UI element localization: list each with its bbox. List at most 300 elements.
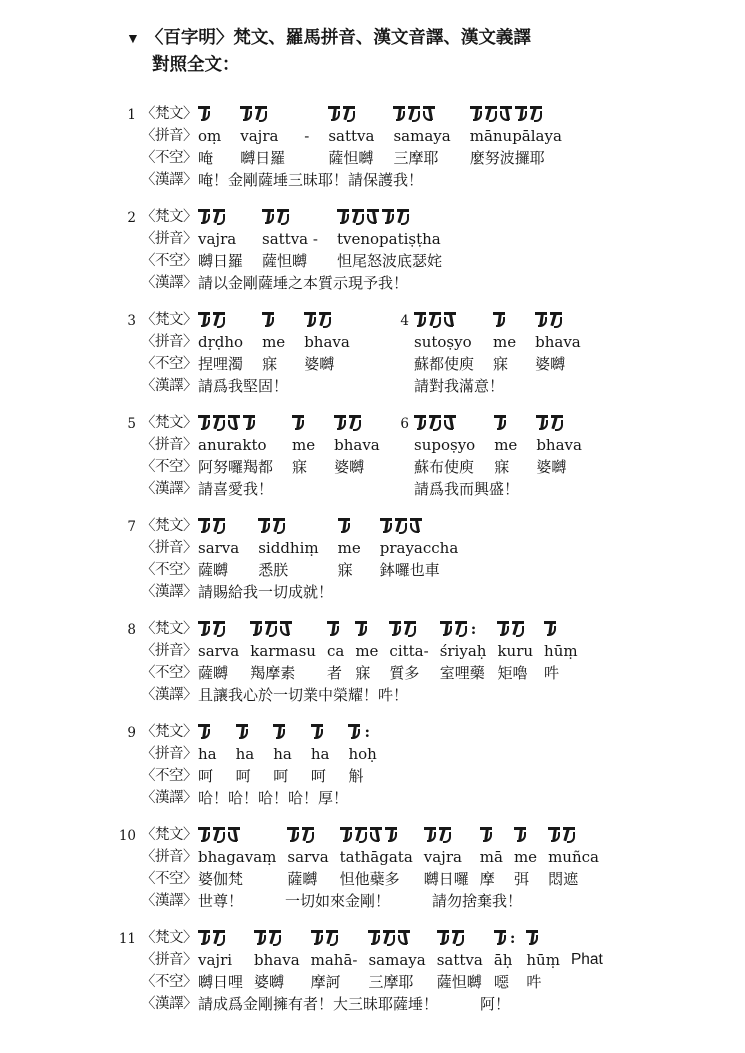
translation-segments: [198, 375, 288, 397]
siddham-glyph-icon: [389, 621, 401, 637]
word-column: [494, 927, 516, 993]
siddham-glyph-icon: [254, 930, 266, 946]
siddham-word: [328, 103, 374, 125]
siddham-word: [571, 927, 603, 949]
siddham-glyph-icon: [423, 106, 435, 122]
word-column: [337, 206, 442, 272]
siddham-glyph-icon: [198, 724, 210, 740]
siddham-glyph-icon: [437, 930, 449, 946]
word-column: [292, 412, 315, 478]
word-column: [338, 515, 361, 581]
pinyin-word: prayaccha: [379, 539, 459, 557]
row-label-sanskrit: 〈梵文〉: [141, 930, 197, 946]
glyph-hook: [314, 729, 323, 739]
translation-line: [414, 375, 581, 397]
siddham-glyph-icon: [380, 518, 392, 534]
pinyin-word: muñca: [548, 848, 599, 866]
word-column: [304, 309, 350, 375]
siddham-glyph-icon: [213, 621, 225, 637]
siddham-glyph-icon: [370, 827, 382, 843]
glyph-hook: [529, 935, 538, 945]
bukong-word: 三摩耶: [368, 973, 414, 991]
siddham-glyph-icon: [385, 827, 397, 843]
siddham-glyph-icon: [424, 827, 436, 843]
verse-number: 2: [127, 210, 136, 226]
pinyin-word: bhagavaṃ: [198, 848, 277, 866]
bukong-word: 蘇布使庾: [414, 458, 475, 476]
translation-line: [141, 993, 603, 1015]
row-label-bukong: 〈不空〉: [141, 665, 197, 681]
verse-lines: [414, 309, 581, 375]
bukong-word: 摩訶: [310, 973, 341, 991]
bukong-word: 寐: [262, 355, 278, 373]
glyph-hook: [356, 214, 364, 225]
translation-line: [141, 581, 458, 603]
pinyin-word: tvenopatiṣṭha: [336, 230, 441, 248]
translation-segments: [198, 478, 273, 500]
glyph-hook: [433, 317, 441, 328]
siddham-glyph-icon: [530, 106, 542, 122]
pinyin-word: sarva: [287, 848, 329, 866]
word-column: [348, 721, 376, 787]
siddham-word: [198, 412, 273, 434]
pinyin-word: anurakto: [198, 436, 267, 454]
translation-line: [414, 478, 582, 500]
siddham-glyph-icon: [280, 621, 292, 637]
row-label-hanyi: 〈漢譯〉: [141, 996, 197, 1012]
words-grid: [198, 927, 603, 993]
bukong-word: 婆伽梵: [198, 870, 244, 888]
siddham-glyph-icon: [493, 312, 505, 328]
glyph-hook: [383, 523, 392, 533]
word-column: [340, 824, 413, 890]
siddham-word: [393, 103, 450, 125]
word-column: [327, 618, 344, 684]
word-column: [544, 618, 578, 684]
siddham-word: [198, 618, 239, 640]
glyph-hook: [547, 626, 556, 636]
verse-lines: [141, 515, 458, 581]
verse-lines: [141, 309, 350, 375]
translation-segments: [198, 787, 348, 809]
pinyin-word: me: [292, 436, 316, 454]
row-labels: [141, 927, 198, 993]
glyph-hook: [351, 729, 360, 739]
siddham-glyph-icon: [258, 518, 270, 534]
pinyin-word: karmasu: [250, 642, 316, 660]
pinyin-word: āḥ: [493, 951, 513, 969]
word-column: [514, 824, 537, 890]
row-labels: [141, 206, 198, 272]
row-label-sanskrit: 〈梵文〉: [141, 312, 197, 328]
translation-segments: [198, 169, 423, 191]
row-labels: [141, 309, 198, 375]
glyph-hook: [433, 420, 441, 431]
translation-line: [141, 890, 599, 912]
siddham-word: [544, 618, 578, 640]
glyph-hook: [459, 626, 467, 637]
siddham-glyph-icon: [455, 621, 467, 637]
siddham-glyph-icon: [398, 930, 410, 946]
siddham-word: [327, 618, 344, 640]
row-label-hanyi: 〈漢譯〉: [141, 584, 197, 600]
translation-segment: 請喜愛我！: [198, 480, 274, 498]
verse-number: 9: [127, 725, 136, 741]
pinyin-word: samaya: [393, 127, 451, 145]
verse: [112, 515, 458, 603]
siddham-glyph-icon: [343, 106, 355, 122]
siddham-glyph-icon: [367, 209, 379, 225]
glyph-hook: [201, 935, 210, 945]
bukong-word: 寐: [494, 458, 510, 476]
glyph-hook: [217, 214, 225, 225]
siddham-word: [494, 927, 516, 949]
translation-segment: 請勿捨棄我！: [432, 892, 523, 910]
pinyin-word: samaya: [368, 951, 426, 969]
pinyin-word: sarva: [198, 642, 240, 660]
siddham-word: [292, 412, 315, 434]
verse-body: [141, 824, 599, 912]
siddham-word: [493, 309, 516, 331]
pinyin-word: Phat: [570, 951, 603, 968]
word-column: [250, 618, 316, 684]
bukong-word: 寐: [292, 458, 308, 476]
siddham-glyph-icon: [198, 209, 210, 225]
bukong-word: 薩嚩: [287, 870, 318, 888]
word-column: [497, 618, 533, 684]
siddham-word: [355, 618, 378, 640]
pinyin-word: ha: [273, 745, 292, 763]
siddham-word: [535, 309, 581, 331]
row-labels: [141, 618, 198, 684]
siddham-word: [437, 927, 483, 949]
glyph-hook: [347, 111, 355, 122]
siddham-glyph-icon: [213, 312, 225, 328]
glyph-hook: [265, 214, 274, 224]
siddham-glyph-icon: [548, 827, 560, 843]
glyph-hook: [417, 420, 426, 430]
glyph-hook: [201, 111, 210, 121]
glyph-hook: [353, 420, 361, 431]
siddham-word: [250, 618, 316, 640]
siddham-word: [340, 824, 413, 846]
siddham-word: [389, 618, 428, 640]
triangle-marker-icon: ▼: [126, 30, 140, 46]
siddham-glyph-icon: [198, 312, 210, 328]
row-label-hanyi: 〈漢譯〉: [141, 172, 197, 188]
glyph-hook: [483, 832, 492, 842]
verse-row: [112, 412, 715, 500]
row-label-bukong: 〈不空〉: [141, 768, 197, 784]
word-column: [480, 824, 503, 890]
glyph-hook: [330, 626, 339, 636]
siddham-word: [311, 927, 358, 949]
bukong-word: 呵: [198, 767, 214, 785]
siddham-glyph-icon: [470, 106, 482, 122]
glyph-hook: [228, 832, 237, 842]
glyph-hook: [306, 832, 314, 843]
siddham-glyph-icon: [348, 724, 360, 740]
glyph-hook: [399, 523, 407, 534]
verse-lines: [141, 824, 599, 890]
verse-lines: [141, 412, 380, 478]
glyph-hook: [217, 523, 225, 534]
siddham-glyph-icon: [327, 621, 339, 637]
bukong-word: 寐: [337, 561, 353, 579]
word-column: [393, 103, 450, 169]
bukong-word: 婆嚩: [536, 458, 567, 476]
siddham-glyph-icon: [563, 827, 575, 843]
siddham-word: [494, 412, 517, 434]
siddham-glyph-icon: [340, 827, 352, 843]
siddham-glyph-icon: [444, 415, 456, 431]
translation-segment: 一切如來金剛！: [285, 892, 391, 910]
siddham-word: [380, 515, 459, 537]
visarga-mark-icon: :: [364, 723, 370, 741]
row-label-bukong: 〈不空〉: [141, 356, 197, 372]
verse-row: [112, 309, 715, 397]
glyph-hook: [201, 214, 210, 224]
glyph-hook: [551, 832, 560, 842]
pinyin-word: vajra: [423, 848, 462, 866]
row-label-hanyi: 〈漢譯〉: [141, 378, 197, 394]
glyph-hook: [370, 832, 379, 842]
glyph-hook: [217, 420, 225, 431]
bukong-word: 嚩日囉: [423, 870, 469, 888]
siddham-glyph-icon: [334, 415, 346, 431]
row-label-sanskrit: 〈梵文〉: [141, 724, 197, 740]
word-column: [355, 618, 378, 684]
siddham-glyph-icon: [414, 312, 426, 328]
bukong-word: 鉢囉也車: [379, 561, 440, 579]
verse: [112, 309, 385, 397]
siddham-glyph-icon: [535, 312, 547, 328]
siddham-word: [424, 824, 469, 846]
row-label-bukong: 〈不空〉: [141, 974, 197, 990]
verse: [112, 721, 377, 809]
word-column: [240, 103, 285, 169]
word-column: [380, 515, 459, 581]
word-column: [198, 103, 221, 169]
siddham-glyph-icon: [236, 724, 248, 740]
siddham-word: [198, 309, 243, 331]
glyph-hook: [473, 111, 482, 121]
word-column: [258, 515, 318, 581]
word-column: [198, 927, 243, 993]
siddham-word: [262, 309, 285, 331]
siddham-word: [338, 515, 361, 537]
pinyin-word: me: [493, 333, 517, 351]
siddham-word: [480, 824, 503, 846]
siddham-glyph-icon: [352, 209, 364, 225]
word-column: [236, 721, 255, 787]
siddham-glyph-icon: [440, 621, 452, 637]
translation-segments: [198, 684, 408, 706]
row-label-sanskrit: 〈梵文〉: [141, 415, 197, 431]
word-column: [311, 721, 330, 787]
verse-row: [112, 618, 715, 706]
siddham-glyph-icon: [355, 621, 367, 637]
glyph-hook: [444, 420, 453, 430]
translation-segments: [414, 478, 519, 500]
siddham-glyph-icon: [198, 930, 210, 946]
bukong-word: 阿努囉羯都: [198, 458, 274, 476]
words-grid: [198, 824, 599, 890]
pinyin-word: śriyaḥ: [439, 642, 487, 660]
verse-number: 6: [400, 416, 409, 432]
siddham-glyph-icon: [277, 209, 289, 225]
verse-body: [141, 721, 377, 809]
siddham-glyph-icon: [302, 827, 314, 843]
glyph-hook: [497, 935, 506, 945]
siddham-glyph-icon: [198, 415, 210, 431]
pinyin-word: mā: [479, 848, 503, 866]
verse-body: [414, 412, 582, 500]
verse: [112, 206, 442, 294]
verse-lines: [141, 618, 578, 684]
siddham-glyph-icon: [292, 415, 304, 431]
bukong-word: 質多: [389, 664, 420, 682]
pinyin-word: mānupālaya: [469, 127, 562, 145]
verse: [385, 412, 582, 500]
glyph-hook: [401, 214, 409, 225]
word-column: [198, 721, 217, 787]
row-label-pinyin: 〈拼音〉: [141, 540, 197, 556]
glyph-hook: [367, 214, 376, 224]
glyph-hook: [500, 111, 509, 121]
row-label-sanskrit: 〈梵文〉: [141, 209, 197, 225]
word-column: [254, 927, 300, 993]
bukong-word: 薩嚩: [198, 561, 229, 579]
siddham-glyph-icon: [395, 518, 407, 534]
row-label-pinyin: 〈拼音〉: [141, 334, 197, 350]
pinyin-word: me: [262, 333, 286, 351]
glyph-hook: [343, 832, 352, 842]
bukong-word: 呵: [310, 767, 326, 785]
glyph-hook: [456, 935, 464, 946]
glyph-hook: [516, 626, 524, 637]
glyph-hook: [265, 317, 274, 327]
siddham-word: [254, 927, 300, 949]
word-column: [424, 824, 469, 890]
bukong-word: 呵: [273, 767, 289, 785]
siddham-glyph-icon: [198, 827, 210, 843]
siddham-glyph-icon: [311, 930, 323, 946]
bukong-word: 薩怛嚩: [262, 252, 308, 270]
row-labels: [141, 515, 198, 581]
word-column: [311, 927, 358, 993]
translation-segments: [198, 581, 333, 603]
siddham-glyph-icon: [349, 415, 361, 431]
siddham-glyph-icon: [485, 106, 497, 122]
siddham-word: [497, 618, 533, 640]
verse-body: [141, 927, 603, 1015]
translation-segment: 請賜給我一切成就！: [198, 583, 334, 601]
words-grid: [198, 412, 380, 478]
siddham-word: [304, 309, 350, 331]
siddham-word: [311, 721, 330, 743]
glyph-hook: [330, 935, 338, 946]
siddham-glyph-icon: [213, 415, 225, 431]
siddham-glyph-icon: [328, 106, 340, 122]
title-line-2: 對照全文：: [152, 54, 240, 74]
bukong-word: 婆嚩: [334, 458, 365, 476]
bukong-word: 婆嚩: [535, 355, 566, 373]
bukong-word: 斛: [348, 767, 364, 785]
siddham-glyph-icon: [250, 621, 262, 637]
siddham-word: [368, 927, 425, 949]
word-column: [328, 103, 374, 169]
siddham-glyph-icon: [404, 621, 416, 637]
siddham-glyph-icon: [198, 106, 210, 122]
siddham-glyph-icon: [228, 415, 240, 431]
row-label-hanyi: 〈漢譯〉: [141, 481, 197, 497]
verse-body: [141, 309, 350, 397]
siddham-glyph-icon: [311, 724, 323, 740]
glyph-hook: [201, 626, 210, 636]
glyph-hook: [444, 317, 453, 327]
pinyin-word: sattva: [436, 951, 483, 969]
visarga-mark-icon: :: [470, 620, 477, 638]
bukong-word: 寐: [493, 355, 509, 373]
siddham-glyph-icon: [497, 621, 509, 637]
siddham-glyph-icon: [228, 827, 240, 843]
bukong-word: 室哩藥: [439, 664, 485, 682]
bukong-word: 羯摩素: [250, 664, 296, 682]
row-label-pinyin: 〈拼音〉: [141, 643, 197, 659]
row-labels: [141, 721, 198, 787]
verse: [385, 309, 581, 397]
row-label-pinyin: 〈拼音〉: [141, 952, 197, 968]
verse-number: 7: [127, 519, 136, 535]
verse-row: [112, 103, 715, 191]
glyph-hook: [440, 935, 449, 945]
glyph-hook: [280, 626, 289, 636]
bukong-word: 悶遮: [548, 870, 579, 888]
word-column: [571, 927, 603, 993]
pinyin-word: vajra: [240, 127, 279, 145]
row-label-hanyi: 〈漢譯〉: [141, 790, 197, 806]
siddham-glyph-icon: [544, 621, 556, 637]
word-column: [414, 412, 475, 478]
glyph-hook: [396, 111, 405, 121]
words-grid: [198, 309, 350, 375]
translation-line: [141, 375, 350, 397]
glyph-hook: [371, 935, 380, 945]
row-label-pinyin: 〈拼音〉: [141, 849, 197, 865]
glyph-hook: [518, 111, 527, 121]
pinyin-word: siddhiṃ: [258, 539, 319, 557]
bukong-word: 婆嚩: [254, 973, 285, 991]
glyph-hook: [388, 832, 397, 842]
glyph-hook: [538, 317, 547, 327]
siddham-word: [337, 206, 442, 228]
verse: [112, 927, 603, 1015]
bukong-word: 薩嚩: [198, 664, 229, 682]
siddham-word: [334, 412, 380, 434]
glyph-hook: [269, 626, 277, 637]
pinyin-word: oṃ: [198, 127, 222, 145]
glyph-hook: [295, 420, 304, 430]
word-column: [262, 206, 318, 272]
glyph-hook: [417, 317, 426, 327]
verse-body: [141, 206, 442, 294]
siddham-word: [240, 103, 285, 125]
word-column: [535, 309, 581, 375]
translation-line: [141, 169, 562, 191]
row-label-sanskrit: 〈梵文〉: [141, 827, 197, 843]
siddham-glyph-icon: [444, 312, 456, 328]
